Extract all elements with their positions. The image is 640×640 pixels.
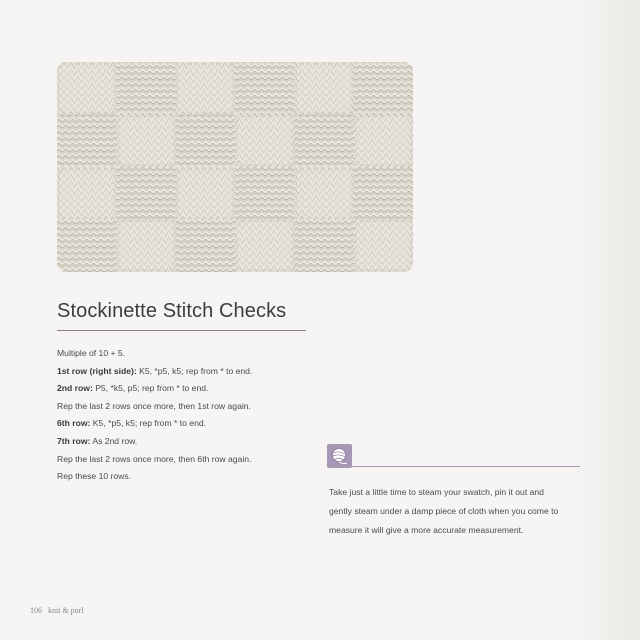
pattern-multiple: Multiple of 10 + 5.: [57, 348, 126, 358]
block-highlight: [60, 65, 113, 112]
row-6-text: K5, *p5, k5; rep from * to end.: [90, 418, 207, 429]
reverse-stockinette-block: [116, 167, 176, 220]
block-highlight: [357, 223, 410, 270]
reverse-stockinette-block: [294, 115, 354, 168]
page-footer: [30, 606, 84, 615]
title-underline: [57, 330, 306, 331]
reverse-stockinette-block: [235, 167, 295, 220]
pattern-repeat-2: Rep the last 2 rows once more, then 6th row again.: [57, 453, 252, 464]
reverse-stockinette-block: [176, 220, 236, 273]
tip-line: Take just a little time to steam your swatch, pin it out and: [329, 487, 544, 497]
reverse-stockinette-block: [294, 220, 354, 273]
tip-text: [329, 483, 589, 540]
swatch-photo: [57, 62, 413, 272]
pattern-repeat-1: Rep the last 2 rows once more, then 1st row again.: [57, 400, 251, 411]
page-edge-shadow: [570, 0, 640, 640]
pattern-repeat-3: Rep these 10 rows.: [57, 471, 132, 482]
block-highlight: [238, 223, 291, 270]
row-2-text: P5, *k5, p5; rep from * to end.: [92, 383, 209, 394]
tip-rule: [352, 466, 580, 467]
knitted-checks-swatch-image: [57, 62, 413, 272]
row-1-text: K5, *p5, k5; rep from * to end.: [136, 365, 253, 376]
pattern-row-2: [57, 380, 337, 398]
row-1-label: 1st row (right side):: [57, 365, 137, 376]
row-7-label: 7th row:: [57, 435, 91, 446]
reverse-stockinette-block: [57, 115, 117, 168]
block-highlight: [179, 65, 232, 112]
tip-line: measure it will give a more accurate measurement.: [329, 525, 524, 535]
pattern-title: Stockinette Stitch Checks: [57, 300, 287, 322]
block-highlight: [179, 170, 232, 217]
block-highlight: [297, 65, 350, 112]
reverse-stockinette-block: [176, 115, 236, 168]
pattern-row-7: [57, 433, 337, 451]
page-number: 106: [30, 606, 42, 615]
row-7-text: As 2nd row.: [90, 435, 138, 446]
reverse-stockinette-block: [116, 62, 176, 115]
reverse-stockinette-block: [354, 167, 413, 220]
block-highlight: [357, 118, 410, 165]
block-highlight: [238, 118, 291, 165]
pattern-instructions: [57, 345, 337, 486]
pattern-row-6: [57, 415, 337, 433]
reverse-stockinette-block: [57, 220, 117, 273]
tip-line: gently steam under a damp piece of cloth when you come to: [329, 506, 559, 516]
yarn-ball-icon: [327, 444, 352, 468]
row-2-label: 2nd row:: [57, 383, 93, 394]
reverse-stockinette-block: [354, 62, 413, 115]
reverse-stockinette-block: [235, 62, 295, 115]
running-head: knit & purl: [48, 606, 84, 615]
pattern-row-1: [57, 363, 337, 381]
block-highlight: [119, 118, 172, 165]
row-6-label: 6th row:: [57, 418, 91, 429]
block-highlight: [297, 170, 350, 217]
block-highlight: [119, 223, 172, 270]
block-highlight: [60, 170, 113, 217]
